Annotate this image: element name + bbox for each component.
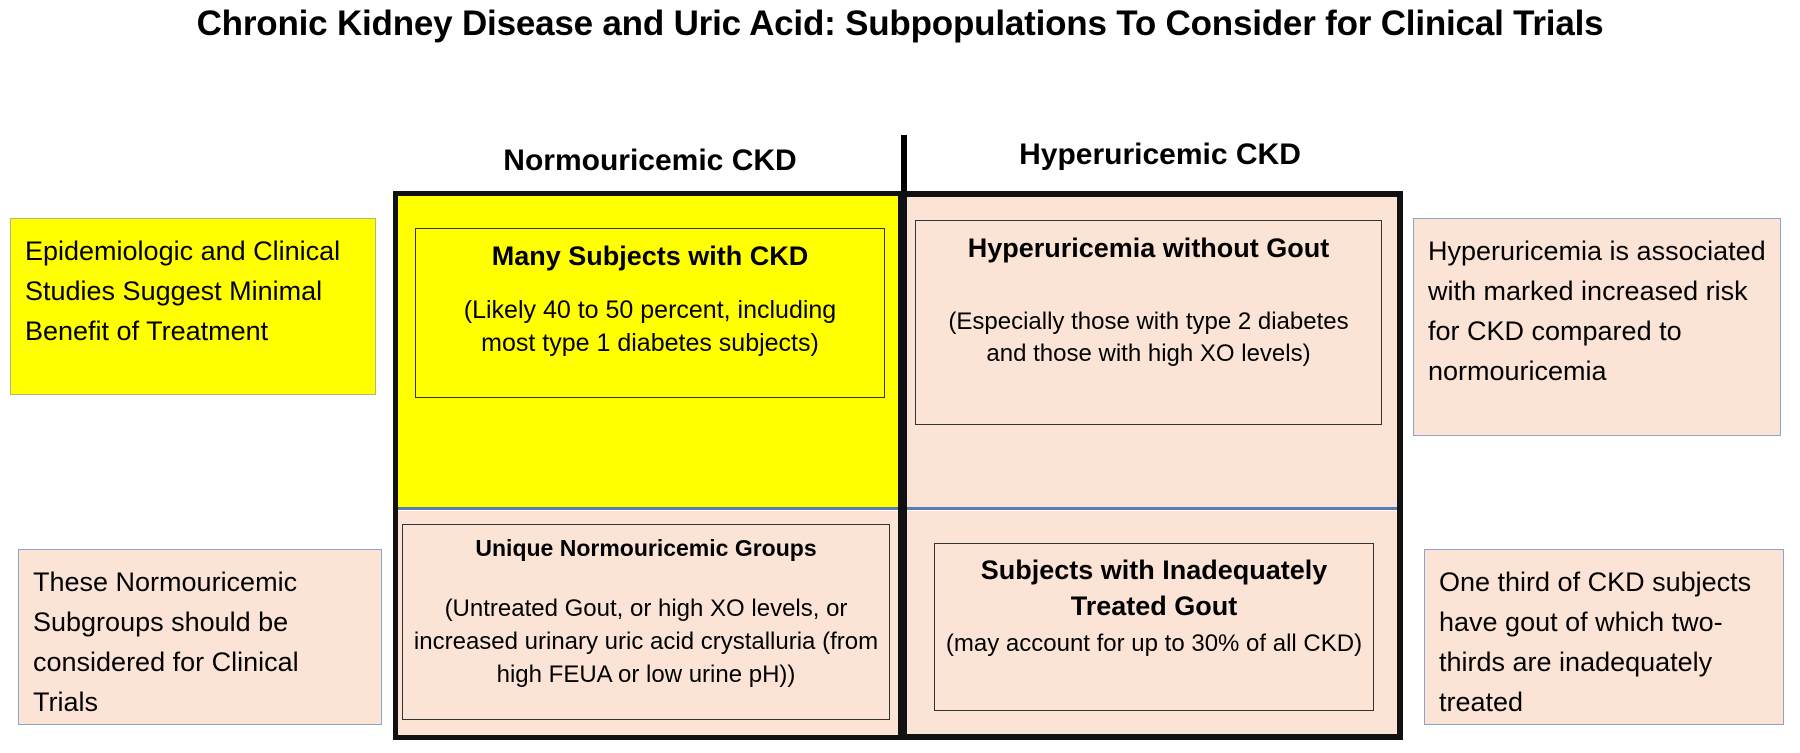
inadequately-treated-gout-body: (may account for up to 30% of all CKD): [945, 630, 1363, 657]
many-subjects-body: (Likely 40 to 50 percent, including most type 1 diabetes subjects): [463, 296, 837, 357]
page-title: Chronic Kidney Disease and Uric Acid: Subpopulations To Consider for Clinical Trials: [196, 4, 1604, 43]
hyperuricemia-without-gout-box: [915, 220, 1382, 425]
column-header-hyperuricemic: Hyperuricemic CKD: [1019, 138, 1301, 171]
many-subjects-heading: Many Subjects with CKD: [491, 241, 809, 271]
side-note-left-bottom: These Normouricemic Subgroups should be considered for Clinical Trials: [18, 549, 382, 725]
hyperuricemia-without-gout-heading: Hyperuricemia without Gout: [967, 233, 1330, 263]
column-header-normouricemic: Normouricemic CKD: [503, 144, 797, 177]
unique-normouricemic-body: (Untreated Gout, or high XO levels, or increased urinary uric acid crystalluria (from high FEUA or low urine pH)): [413, 595, 879, 688]
side-note-right-top: Hyperuricemia is associated with marked increased risk for CKD compared to normouricemia: [1413, 218, 1781, 436]
unique-normouricemic-box: [402, 524, 890, 720]
side-note-right-bottom: One third of CKD subjects have gout of which two-thirds are inadequately treated: [1424, 549, 1784, 725]
inadequately-treated-gout-heading: Subjects with Inadequately Treated Gout: [980, 555, 1328, 621]
side-note-left-top: Epidemiologic and Clinical Studies Suggest Minimal Benefit of Treatment: [10, 218, 376, 395]
many-subjects-box: [415, 228, 885, 398]
inadequately-treated-gout-box: [934, 543, 1374, 711]
column-divider-top: [901, 135, 907, 195]
hyperuricemia-without-gout-body: (Especially those with type 2 diabetes and those with high XO levels): [948, 308, 1349, 367]
unique-normouricemic-heading: Unique Normouricemic Groups: [475, 535, 817, 561]
